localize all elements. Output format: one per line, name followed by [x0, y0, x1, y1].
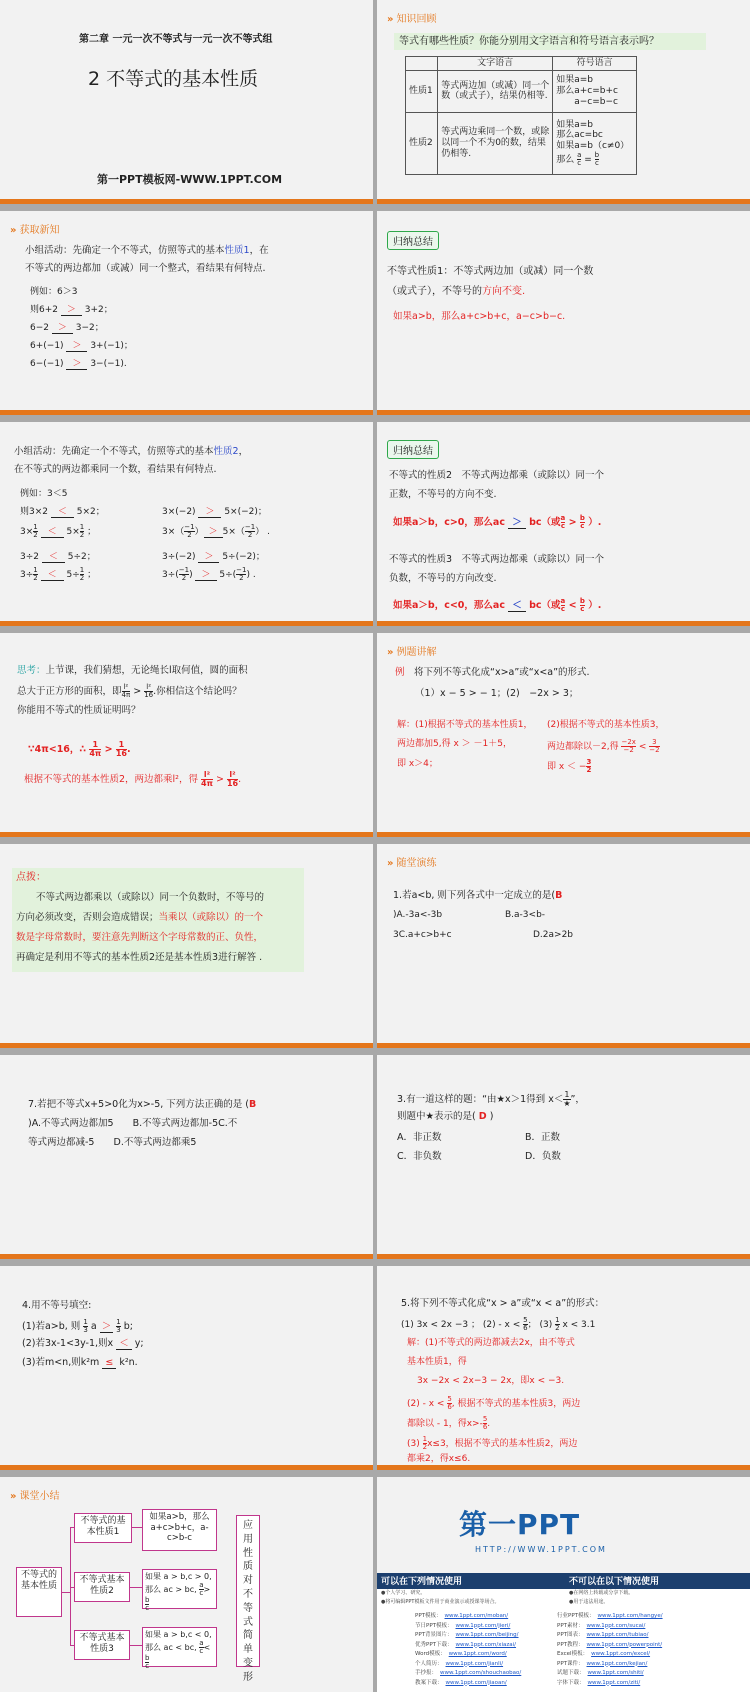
- slide-header: » 知识回顾: [387, 10, 436, 25]
- transform-question: 5.将下列不等式化成“x > a”或“x < a”的形式：: [401, 1298, 605, 1309]
- table-head: 符号语言: [553, 57, 637, 71]
- table-head: [406, 57, 438, 71]
- chapter-title: 第二章 一元一次不等式与一元一次不等式组: [79, 34, 273, 45]
- practice-option: D．负数: [525, 1151, 561, 1162]
- practice-option: B.a-3<b-: [505, 910, 546, 920]
- solution-line: 基本性质1，得: [407, 1357, 467, 1367]
- solution-line: 解：(1)不等式的两边都减去2x，由不等式: [407, 1338, 575, 1348]
- summary-formula: 如果a>b，那么a+c>b+c，a−c>b−c.: [393, 311, 566, 322]
- example-line: 3÷2 ＜ 5÷2；: [20, 552, 96, 562]
- connector: [62, 1592, 70, 1593]
- map-content-1: 如果a>b，那么a+c>b+c，a-c>b-c: [142, 1509, 217, 1551]
- slide-9-tip[interactable]: [0, 844, 373, 1048]
- table-head: 文字语言: [438, 57, 553, 71]
- table-cell: 等式两边乘同一个数，或除以同一个不为0的数，结果仍相等.: [438, 112, 553, 174]
- tip-heading: 点拨：: [16, 872, 46, 883]
- practice-question: 则题中★表示的是( D ): [397, 1111, 494, 1122]
- resource-link[interactable]: PPT素材： www.1ppt.com/sucai/: [557, 1622, 646, 1629]
- slide-bar: [0, 1465, 373, 1470]
- practice-option: A．非正数: [397, 1132, 442, 1143]
- resource-link[interactable]: 教案下载： www.1ppt.com/jiaoan/: [415, 1679, 507, 1686]
- resource-link[interactable]: 优秀PPT下载： www.1ppt.com/xiazai/: [415, 1641, 517, 1648]
- example-question: 例 将下列不等式化成“x>a”或“x<a”的形式.: [395, 667, 590, 678]
- map-root: 不等式的基本性质: [16, 1567, 62, 1617]
- resource-link[interactable]: 试题下载： www.1ppt.com/shiti/: [557, 1670, 644, 1676]
- cannot-item: ●用于违法用途。: [569, 1599, 609, 1605]
- solution-line: 都除以 - 1，得x>- $\frac{5}{6}$ .: [407, 1415, 491, 1431]
- solution-line: (3) $\frac{1}{2}$ x≤3，根据不等式的基本性质2，两边: [407, 1435, 578, 1451]
- map-content-3: 如果 a > b,c < 0, 那么 ac < bc, $\frac{a}{c}$ < $\frac{b}{c}$: [142, 1627, 217, 1667]
- connector: [130, 1645, 142, 1646]
- resource-link[interactable]: PPT课件： www.1ppt.com/kejian/: [557, 1660, 648, 1667]
- activity-text: 小组活动：先确定一个不等式，仿照等式的基本性质1，在: [25, 245, 269, 256]
- can-title: 可以在下列情况使用: [381, 1577, 463, 1587]
- solution-line: (2) - x < $\frac{5}{6}$ , 根据不等式的基本性质3，两边: [407, 1395, 581, 1411]
- slide-bar: [0, 621, 373, 626]
- slide-4-summary[interactable]: [377, 211, 750, 415]
- table-cell: 等式两边加（或减）同一个数（或式子），结果仍相等.: [438, 70, 553, 112]
- slide-bar: [377, 621, 750, 626]
- activity-text: 在不等式的两边都乘同一个数，看结果有何特点.: [14, 464, 217, 475]
- can-item: ●个人学习、研究。: [381, 1590, 426, 1596]
- slide-bar: [377, 1465, 750, 1470]
- resource-link[interactable]: 节日PPT模板： www.1ppt.com/jieri/: [415, 1622, 511, 1629]
- transform-question: (1) 3x < 2x −3 ； (2) - x < $\frac{5}{6}$ ； (3) $\frac{1}{2}$ x < 3.1: [401, 1316, 596, 1332]
- resource-link[interactable]: PPT背景图片： www.1ppt.com/beijing/: [415, 1632, 519, 1638]
- resource-link[interactable]: 个人简历： www.1ppt.com/jianli/: [415, 1660, 504, 1667]
- think-text: 总大于正方形的面积，即 $\frac{\text{l²}}{4\pi}$ > $\frac{\text{l²}}{16}$ .你相信这个结论吗？: [17, 683, 242, 699]
- solution-line: 即 x＞4；: [397, 759, 438, 769]
- example-line: 6−(−1) ＞ 3−(−1).: [30, 359, 127, 369]
- example-line: 3× $\frac{1}{2}$ ＜ 5× $\frac{1}{2}$ ；: [20, 523, 97, 539]
- map-node-3: 不等式基本性质3: [74, 1630, 130, 1660]
- slide-16-end[interactable]: [377, 1477, 750, 1692]
- lesson-title: 2 不等式的基本性质: [88, 68, 259, 90]
- brand-text: 第一PPT模板网-WWW.1PPT.COM: [97, 173, 283, 186]
- table-cell: 如果a=b 那么ac=bc 如果a=b（c≠0） 那么 $\frac{a}{c}$ = $\frac{b}{c}$: [553, 112, 637, 174]
- example-line: 3×（ $\frac{-1}{2}$ ） ＞ 5×（ $\frac{-1}{2}$ ） .: [162, 523, 271, 539]
- tip-text: 再确定是利用不等式的基本性质2还是基本性质3进行解答 .: [16, 952, 263, 963]
- slide-header: » 随堂演练: [387, 854, 436, 869]
- slide-2-review[interactable]: [377, 0, 750, 204]
- slide-8-example[interactable]: [377, 633, 750, 837]
- resource-link[interactable]: PPT教程： www.1ppt.com/powerpoint/: [557, 1641, 663, 1648]
- think-text: 思考：上节课，我们猜想，无论绳长l取何值，圆的面积: [17, 665, 248, 676]
- example-line: 则3×2 ＜ 5×2；: [20, 507, 105, 517]
- example-line: 3÷ $\frac{1}{2}$ ＜ 5÷ $\frac{1}{2}$ ；: [20, 566, 97, 582]
- resource-link[interactable]: PPT模板： www.1ppt.com/moban/: [415, 1613, 509, 1619]
- practice-option: 3C.a+c>b+c: [393, 930, 452, 940]
- summary-tag: 归纳总结: [387, 440, 439, 459]
- resource-link[interactable]: PPT图表： www.1ppt.com/tubiao/: [557, 1632, 649, 1638]
- slide-bar: [0, 199, 373, 204]
- connector: [70, 1527, 71, 1645]
- logo: 第一PPT: [459, 1508, 581, 1541]
- practice-option: )A.-3a<-3b: [393, 910, 443, 920]
- tip-text: 不等式两边都乘以（或除以）同一个负数时，不等号的: [36, 892, 265, 903]
- map-node-2: 不等式基本性质2: [74, 1572, 130, 1602]
- solution-line: 两边都加5,得 x ＞ －1＋5，: [397, 739, 512, 749]
- resource-link[interactable]: Excel模板： www.1ppt.com/excel/: [557, 1651, 651, 1657]
- tip-text: 数是字母常数时，要注意先判断这个字母常数的正、负性，: [16, 932, 264, 943]
- info-body: [377, 1589, 750, 1692]
- review-question: 等式有哪些性质？你能分别用文字语言和符号语言表示吗？: [399, 36, 659, 47]
- site-url[interactable]: HTTP://WWW.1PPT.COM: [475, 1545, 607, 1554]
- cannot-item: ●在网络上转载或分享下载。: [569, 1590, 634, 1596]
- practice-option: )A.不等式两边都加5 B.不等式两边都加-5C.不: [28, 1118, 238, 1129]
- summary-text: 不等式的性质3 不等式两边都乘（或除以）同一个: [389, 554, 605, 565]
- table-cell: 性质1: [406, 70, 438, 112]
- slide-header: » 获取新知: [10, 221, 59, 236]
- summary-text: 正数，不等号的方向不变.: [389, 489, 497, 500]
- slide-13-fill[interactable]: [0, 1266, 373, 1470]
- slide-3-new-knowledge[interactable]: [0, 211, 373, 415]
- example-line: 例如：3＜5: [20, 489, 68, 499]
- slide-14-transform[interactable]: [377, 1266, 750, 1470]
- slide-bar: [0, 410, 373, 415]
- slide-bar: [377, 1043, 750, 1048]
- practice-option: C．非负数: [397, 1151, 442, 1162]
- resource-link[interactable]: 字体下载： www.1ppt.com/ziti/: [557, 1679, 641, 1686]
- tip-text: 方向必须改变，否则会造成错误；当乘以（或除以）的一个: [16, 912, 264, 923]
- connector: [130, 1587, 142, 1588]
- solution-line: 两边都除以－2,得 $\frac{-2x}{-2}$ < $\frac{3}{-2}$: [547, 738, 660, 754]
- practice-option: D.2a>2b: [533, 930, 574, 940]
- slide-bar: [377, 832, 750, 837]
- solution-line: 解：(1)根据不等式的基本性质1，: [397, 720, 533, 730]
- activity-text: 小组活动：先确定一个不等式，仿照等式的基本性质2，: [14, 446, 249, 457]
- summary-text: 不等式性质1：不等式两边加（或减）同一个数: [387, 266, 594, 277]
- answer-line: ∵4π<16，∴ $\frac{1}{4\pi}$ > $\frac{1}{16}$ .: [28, 740, 131, 758]
- example-line: 则6+2 ＞ 3+2；: [30, 305, 113, 315]
- table-cell: 如果a=b 那么a+c=b+c a−c=b−c: [553, 70, 637, 112]
- slide-bar: [377, 410, 750, 415]
- summary-text: 负数，不等号的方向改变.: [389, 573, 497, 584]
- summary-formula: 如果a＞b，c>0，那么ac ＞ bc（或 $\frac{a}{c}$ > $\frac{b}{c}$ ）.: [393, 514, 602, 530]
- connector: [132, 1527, 142, 1528]
- summary-text: （或式子），不等号的方向不变.: [387, 286, 526, 297]
- example-line: 3÷(−2) ＞ 5÷(−2)；: [162, 552, 265, 562]
- practice-option: 等式两边都减-5 D.不等式两边都乘5: [28, 1137, 197, 1148]
- practice-question: 3.有一道这样的题：“由★x＞1得到 x＜ 1 ★ ”，: [397, 1090, 585, 1108]
- solution-line: 都乘2，得x≤6.: [407, 1454, 471, 1464]
- practice-question: 7.若把不等式x+5>0化为x>-5, 下列方法正确的是 (B: [28, 1099, 257, 1110]
- slide-11-question[interactable]: [0, 1055, 373, 1259]
- summary-tag: 归纳总结: [387, 231, 439, 250]
- example-line: 3×(−2) ＞ 5×(−2)；: [162, 507, 267, 517]
- map-content-2: 如果 a > b,c > 0, 那么 ac > bc, $\frac{a}{c}$ > $\frac{b}{c}$: [142, 1569, 217, 1609]
- slide-header: » 课堂小结: [10, 1487, 59, 1502]
- fill-line: (1)若a>b, 则 $\frac{1}{3}$ a ＞ $\frac{1}{3}$ b;: [22, 1318, 133, 1334]
- can-item: ●将可编辑PPT模板文件用于商业演示或授课等场合。: [381, 1599, 500, 1605]
- example-line: 3÷( $\frac{-1}{2}$ ) ＞ 5÷( $\frac{-1}{2}$ ) .: [162, 566, 256, 582]
- summary-formula: 如果a＞b，c<0，那么ac ＜ bc（或 $\frac{a}{c}$ < $\frac{b}{c}$ ）.: [393, 597, 602, 613]
- resource-link[interactable]: Word模板： www.1ppt.com/word/: [415, 1651, 507, 1657]
- slide-1-title[interactable]: [0, 0, 373, 204]
- slide-bar: [0, 1043, 373, 1048]
- answer-line: 根据不等式的基本性质2，两边都乘l²，得 $\frac{\text{l²}}{4\pi}$ > $\frac{\text{l²}}{16}$ .: [24, 770, 242, 788]
- example-question: （1）x − 5 > − 1；(2) −2x > 3；: [415, 688, 579, 699]
- fill-line: (2)若3x-1<3y-1,则x ＜ y;: [22, 1338, 144, 1349]
- map-node-1: 不等式的基本性质1: [74, 1513, 132, 1543]
- map-application: 应用性质对不等式简单变形: [236, 1515, 260, 1667]
- slide-6-summary[interactable]: [377, 422, 750, 626]
- activity-text: 不等式的两边都加（或减）同一个整式，看结果有何特点.: [25, 263, 266, 274]
- slide-5-activity[interactable]: [0, 422, 373, 626]
- resource-link[interactable]: 行业PPT模板： www.1ppt.com/hangye/: [557, 1613, 663, 1619]
- solution-line: 即 x ＜ − $\frac{3}{2}$: [547, 758, 592, 774]
- slide-15-summary[interactable]: [0, 1477, 373, 1692]
- cannot-title: 不可以在以下情况使用: [569, 1577, 660, 1587]
- fill-line: (3)若m<n,则k²m ≤ k²n.: [22, 1357, 138, 1368]
- slide-bar: [0, 832, 373, 837]
- slide-header: » 例题讲解: [387, 643, 436, 658]
- practice-option: B．正数: [525, 1132, 561, 1143]
- summary-text: 不等式的性质2 不等式两边都乘（或除以）同一个: [389, 470, 605, 481]
- example-line: 例如：6＞3: [30, 287, 78, 297]
- fill-question: 4.用不等号填空:: [22, 1300, 92, 1311]
- example-line: 6+(−1) ＞ 3+(−1)；: [30, 341, 133, 351]
- slide-12-question[interactable]: [377, 1055, 750, 1259]
- solution-line: 3x −2x < 2x−3 − 2x，即x < −3.: [417, 1376, 565, 1386]
- resource-link[interactable]: 手抄报： www.1ppt.com/shouchaobao/: [415, 1670, 522, 1676]
- solution-line: (2)根据不等式的基本性质3，: [547, 720, 665, 730]
- think-text: 你能用不等式的性质证明吗？: [17, 705, 141, 716]
- table-cell: 性质2: [406, 112, 438, 174]
- slide-bar: [377, 1254, 750, 1259]
- practice-question: 1.若a<b, 则下列各式中一定成立的是(B: [393, 890, 563, 901]
- slide-10-practice[interactable]: [377, 844, 750, 1048]
- property-table: [405, 56, 637, 175]
- slide-7-think[interactable]: [0, 633, 373, 837]
- example-line: 6−2 ＞ 3−2；: [30, 323, 104, 333]
- slide-bar: [377, 199, 750, 204]
- slide-bar: [0, 1254, 373, 1259]
